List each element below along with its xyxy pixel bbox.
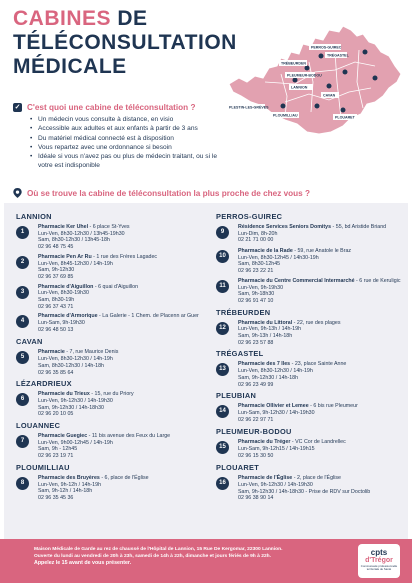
town-heading: TRÉBEURDEN: [216, 307, 271, 317]
pharmacy-entry: [216, 439, 404, 460]
pharmacy-detail: Lun-Ven, 8h30-12h30 / 13h45-19h30: [38, 230, 125, 237]
pharmacy-detail: 02 21 71 00 00: [238, 237, 274, 244]
map-label: PERROS-GUIREC: [311, 45, 342, 50]
pharmacy-name: Pharmacie: [38, 349, 65, 356]
pharmacy-detail: 02 96 48 50 13: [38, 326, 74, 333]
map-label: TRÉGASTEL: [327, 53, 349, 58]
pharmacy-address: - 7, rue Maurice Denis: [64, 349, 119, 356]
pharmacy-name: Pharmacie du Littoral: [238, 319, 293, 326]
location-pin-icon: [13, 188, 22, 198]
pharmacy-detail: 02 96 23 19 71: [38, 453, 74, 460]
pharmacy-name: Pharmacie Ollivier et Lemee: [238, 403, 309, 410]
pharmacy-address: - La Galerie - 1 Chem. de Placenn ar Guer: [97, 313, 199, 320]
map-pin: [281, 104, 286, 109]
title-line-3: MÉDICALE: [13, 55, 127, 78]
pharmacy-address: - 6 quai d'Aiguillon: [93, 283, 139, 290]
pharmacy-detail: Lun-Ven, 9h-19h30: [238, 284, 284, 291]
pharmacy-name: Pharmacie des 7 Iles: [238, 361, 291, 368]
map-pin: [373, 76, 378, 81]
pharmacy-detail: 02 96 15 30 50: [238, 452, 274, 459]
bullet-item: • Idéale si vous n'avez pas ou plus de médecin traitant, ou si le votre est indisponible: [30, 152, 218, 171]
entry-number: 8: [16, 477, 29, 490]
entry-number: 15: [216, 441, 229, 454]
map-pin: [343, 70, 348, 75]
entry-number: 13: [216, 363, 229, 376]
pharmacy-entry: [16, 349, 204, 376]
pharmacy-detail: Sam, 8h30-19h: [38, 297, 75, 304]
pharmacy-name: Résidence Services Seniors Domitys: [238, 224, 332, 230]
town-heading: PERROS-GUIREC: [216, 212, 283, 221]
pharmacy-address: - 15, rue du Priory: [89, 391, 134, 398]
pharmacy-detail: 02 96 35 45 36: [38, 494, 74, 501]
pharmacy-detail: Lun-Sam, 9h-12h15 / 14h-19h15: [238, 445, 315, 452]
pharmacy-entry: [216, 475, 404, 502]
logo-text: d'Trégor: [365, 557, 393, 564]
pharmacy-detail: 02 96 35 85 64: [38, 369, 74, 376]
pharmacy-address: - 6 bis rue Pleumeur: [308, 403, 358, 410]
cpts-logo: [358, 544, 400, 578]
map-pin: [319, 54, 324, 59]
section-heading: Où se trouve la cabine de téléconsultation la plus proche de chez vous ?: [27, 188, 310, 198]
pharmacy-detail: 02 96 91 47 10: [238, 297, 274, 304]
pharmacy-detail: Lun-Ven, 8h30-12h30 / 14h-19h: [238, 368, 313, 375]
pharmacy-detail: Lun-Ven, 8h30-12h45 / 14h30-19h: [238, 254, 319, 261]
bullet-list: [30, 115, 218, 171]
pharmacy-name: Pharmacie du Tréger: [238, 439, 291, 446]
bullet-item: • Vous repartez avec une ordonnance si besoin: [30, 143, 218, 152]
pharmacy-detail: Sam, 9h-18h30: [238, 291, 275, 298]
entry-number: 3: [16, 286, 29, 299]
entry-number: 4: [16, 315, 29, 328]
pharmacy-address: - 6 rue de Keruligic: [354, 277, 401, 284]
title-word-2: DE: [117, 7, 148, 30]
pharmacy-address: - 11 bis avenue des Feux du Large: [87, 433, 171, 440]
pharmacy-detail: Lun-Ven, 8h30-12h30 / 14h-19h: [38, 356, 113, 363]
pharmacy-entry: [16, 254, 204, 281]
bullet-item: • Du matériel médical connecté est à disposition: [30, 134, 218, 143]
pharmacy-entry: [16, 224, 204, 251]
pharmacy-detail: Lun-Sam, 9h-19h30: [38, 320, 85, 327]
pharmacy-address: - 1 rue des Frères Lagadec: [91, 253, 158, 260]
pharmacy-detail: Lun-Sam, 9h-12h30 / 14h-19h30: [238, 409, 315, 416]
town-heading: PLOUMILLIAU: [16, 462, 70, 472]
section-heading: C'est quoi une cabine de téléconsultation ?: [27, 103, 196, 112]
pharmacy-address: - VC Cor de Landrellec: [290, 439, 346, 446]
map-label: PLEUMEUR-BODOU: [287, 73, 322, 78]
map-pin: [341, 108, 346, 113]
pharmacy-detail: 02 96 48 75 45: [38, 244, 74, 251]
footer: [0, 539, 412, 583]
entry-number: 10: [216, 250, 229, 263]
pharmacy-detail: Sam, 9h-12h30 / 14h-18h30 - Prise de RDV sur Doctolib: [238, 488, 371, 495]
pharmacy-detail: Sam, 9h-12h30 / 14h-18h: [238, 374, 299, 381]
pharmacy-detail: 02 96 23 49 99: [238, 381, 274, 388]
pharmacy-address: - 22, rue des plages: [292, 319, 341, 326]
town-heading: LOUANNEC: [16, 421, 61, 431]
pharmacy-entry: [16, 313, 204, 334]
pharmacy-detail: Lun-Ven, 9h-12h30 / 14h-19h30: [38, 397, 113, 404]
checkbox-icon: ✓: [14, 104, 21, 111]
pharmacy-name: Pharmacie des Bruyères: [38, 474, 100, 481]
pharmacy-entry: [16, 475, 204, 502]
footer-line: Maison Médicale de Garde au rez de chaussé de l'Hôpital de Lannion, 15 Rue De Kergomar, 22300 Lannion.: [34, 547, 283, 552]
pharmacy-detail: 02 96 37 43 71: [38, 303, 74, 310]
entry-number: 11: [216, 280, 229, 293]
bullet-item: • Accessible aux adultes et aux enfants à partir de 3 ans: [30, 124, 218, 133]
town-heading: LÉZARDRIEUX: [16, 379, 72, 389]
footer-line: Ouverte du lundi au vendredi de 20h à 23h, samedi de 14h à 22h, dimanche et jours fériés de 9h à 22h.: [34, 553, 272, 559]
pharmacy-detail: 02 96 38 90 14: [238, 495, 274, 502]
pharmacy-detail: Sam, 8h30-12h45: [238, 261, 281, 268]
where-section-heading: [13, 188, 310, 198]
bullet-item: • Un médecin vous consulte à distance, en visio: [30, 115, 218, 124]
town-heading: LANNION: [16, 212, 52, 221]
map-label: PLESTIN-LES-GRÈVES: [229, 105, 269, 110]
pharmacy-detail: 02 96 37 69 85: [38, 273, 74, 280]
pharmacy-list-panel: [4, 203, 408, 539]
pharmacy-entry: [216, 361, 404, 388]
title-line-2: TÉLÉCONSULTATION: [13, 31, 237, 54]
map-pin: [315, 104, 320, 109]
town-heading: PLEUBIAN: [216, 391, 257, 401]
pharmacy-detail: 02 96 20 10 05: [38, 411, 74, 418]
entry-number: 16: [216, 477, 229, 490]
pharmacy-name: Pharmacie d'Armorique: [38, 313, 98, 320]
pharmacy-entry: [216, 278, 404, 305]
logo-text: cpts: [370, 548, 388, 557]
pharmacy-detail: Lun-Ven, 9h-12h / 14h-19h: [38, 481, 102, 488]
map-pin: [293, 78, 298, 83]
entry-number: 12: [216, 322, 229, 335]
pharmacy-detail: Lun-Ven, 9h00-12h45 / 14h-19h: [38, 439, 113, 446]
entry-number: 2: [16, 256, 29, 269]
pharmacy-detail: Sam, 8h30-12h30 / 14h-18h: [38, 362, 104, 369]
pharmacy-name: Pharmacie Pen Ar Ru: [38, 253, 92, 260]
map-pin: [305, 66, 310, 71]
pharmacy-name: Pharmacie d'Aiguillon: [38, 283, 94, 290]
town-heading: CAVAN: [16, 337, 43, 347]
pharmacy-entry: [216, 224, 404, 245]
pharmacy-detail: Sam, 9h-12h30: [38, 267, 75, 274]
pharmacy-detail: 02 96 22 97 71: [238, 416, 274, 423]
map-label: TRÉBEURDEN: [281, 61, 306, 66]
pharmacy-entry: [216, 403, 404, 424]
town-heading: TRÉGASTEL: [216, 349, 264, 359]
map-label: LANNION: [291, 85, 308, 90]
map-label: PLOUARET: [335, 115, 355, 120]
title-word-1: CABINES: [13, 7, 112, 30]
pharmacy-name: Pharmacie du Trieux: [38, 391, 90, 398]
pharmacy-detail: Lun-Ven, 9h-12h30 / 14h-19h30: [238, 481, 313, 488]
pharmacy-detail: Lun-Ven, 8h30-19h30: [38, 290, 89, 297]
entry-number: 6: [16, 393, 29, 406]
pharmacy-detail: Lun-Dim, 8h-20h: [238, 230, 278, 237]
map-label: CAVAN: [323, 93, 336, 98]
pharmacy-name: Pharmacie Guegiec: [38, 433, 88, 440]
logo-subtext: Communauté professionnelle territoriale de Santé: [360, 564, 398, 572]
pharmacy-detail: Sam, 9h - 12h45: [38, 446, 78, 453]
pharmacy-address: - 2, place de l'Église: [292, 475, 341, 482]
pharmacy-name: Pharmacie de la Rade: [238, 248, 293, 254]
pharmacy-detail: Sam, 9h-12h / 14h-18h: [38, 488, 93, 495]
pharmacy-detail: Lun-Ven, 8h45-12h30 / 14h-19h: [38, 260, 113, 267]
region-map: [225, 22, 407, 140]
pharmacy-entry: [16, 391, 204, 418]
what-is-section: [13, 103, 218, 171]
footer-call-note: Appelez le 15 avant de vous présenter.: [34, 560, 132, 566]
town-heading: PLOUARET: [216, 463, 260, 473]
entry-number: 5: [16, 351, 29, 364]
pharmacy-name: Pharmacie de l'Église: [238, 475, 293, 482]
pharmacy-entry: [16, 284, 204, 311]
entry-number: 14: [216, 405, 229, 418]
map-pin: [363, 50, 368, 55]
left-column: [16, 209, 204, 505]
pharmacy-detail: Sam, 9h-13h / 14h-18h: [238, 333, 293, 340]
pharmacy-address: - 23, place Sainte Anne: [290, 361, 347, 368]
pharmacy-entry: [216, 320, 404, 347]
entry-number: 1: [16, 226, 29, 239]
pharmacy-detail: 02 96 23 22 21: [238, 268, 274, 275]
town-heading: PLEUMEUR-BODOU: [216, 427, 292, 437]
pharmacy-address: - 55, bd Aristide Briand: [331, 224, 387, 230]
pharmacy-address: - 6 place St-Yves: [88, 224, 130, 230]
map-pin: [327, 84, 332, 89]
pharmacy-detail: Sam, 9h-12h30 / 14h-18h30: [38, 404, 104, 411]
pharmacy-entry: [16, 433, 204, 460]
page-title: [13, 8, 237, 77]
right-column: [216, 209, 404, 505]
pharmacy-name: Pharmacie Ker Uhel: [38, 224, 89, 230]
pharmacy-detail: Sam, 8h30-12h30 / 13h45-18h: [38, 237, 110, 244]
pharmacy-detail: 02 96 23 57 88: [238, 339, 274, 346]
pharmacy-address: - 6, place de l'Église: [99, 474, 149, 481]
pharmacy-address: - 59, rue Anatole le Braz: [292, 248, 352, 254]
pharmacy-name: Pharmacie du Centre Commercial Intermarché: [238, 277, 355, 284]
entry-number: 9: [216, 226, 229, 239]
pharmacy-detail: Lun-Ven, 9h-13h / 14h-19h: [238, 326, 302, 333]
map-label: PLOUMILLIAU: [273, 113, 298, 118]
pharmacy-entry: [216, 248, 404, 275]
entry-number: 7: [16, 435, 29, 448]
